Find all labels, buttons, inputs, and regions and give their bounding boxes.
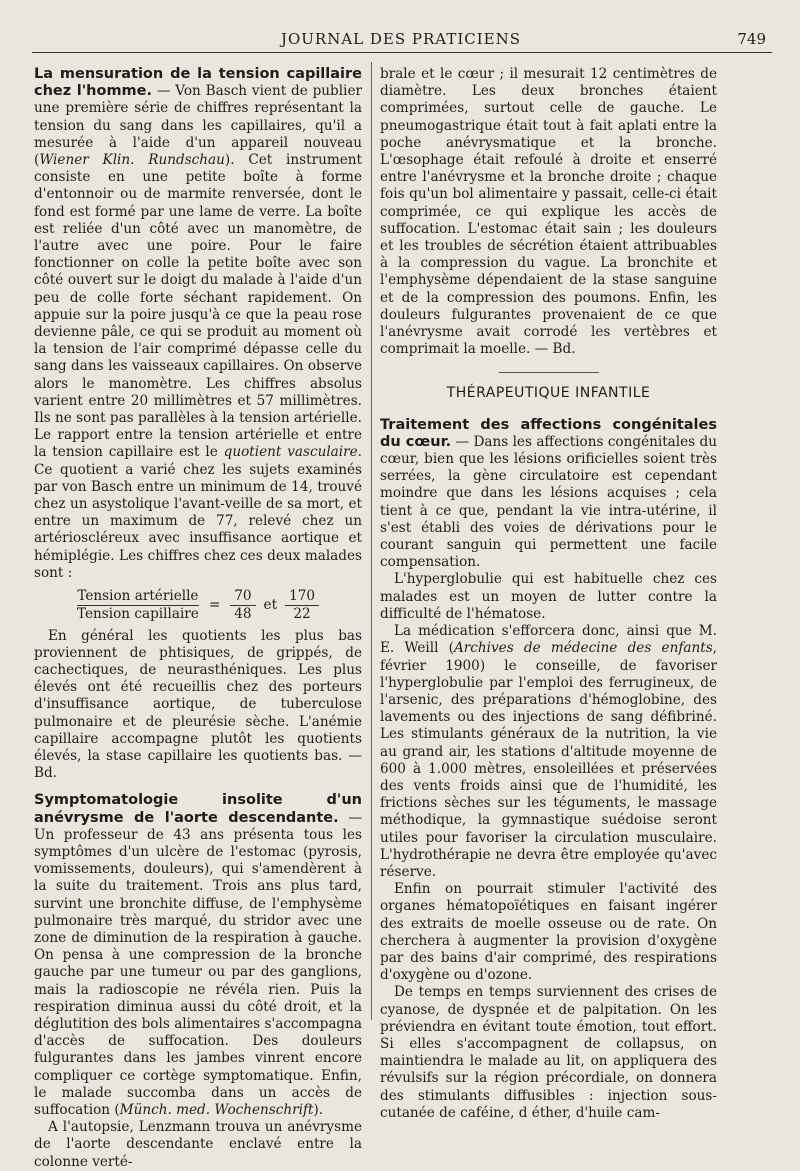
source-citation: Münch. med. Wochenschrift bbox=[119, 1101, 314, 1118]
term-quotient: quotient vasculaire bbox=[223, 444, 358, 461]
article-congenital-p3: La médication s'efforcera donc, ainsi que M. E. Weill (Archives de médecine des enfants, février 1900) le conseille, de favoriser l'hyperglobulie par l'emploi des ferrugineux, de l'arsenic, des préparations d'hémoglobine, des lavements ou des injections de sang défibriné. Les stimulants généraux de la nutrition, la vie au grand air, les stations d'altitude moyenne de 600 à 1.000 mètres, ensoleillées et préservées des vents froids ainsi que de l'humidité, les frictions sèches sur les téguments, le massage méthodique, la gymnastique suédoise seront utiles pour favoriser la circulation musculaire. L'hydrothérapie ne devra être employée qu'avec réserve. bbox=[380, 623, 717, 880]
article-heading-anevrysme: Symptomatologie insolite d'un anévrysme de l'aorte descendante. bbox=[34, 792, 362, 826]
article-congenital-p4: Enfin on pourrait stimuler l'activité des organes hématopoïétiques en faisant ingérer des extraits de moelle osseuse ou de rate. On cherchera à augmenter la provision d'oxygène par des bains d'air comprimé, des respirations d'oxygène ou d'ozone. bbox=[380, 881, 717, 984]
ratio-f1-top: 70 bbox=[230, 588, 255, 606]
page-number: 749 bbox=[737, 30, 766, 48]
journal-title: JOURNAL DES PRATICIENS bbox=[280, 30, 522, 48]
left-column bbox=[34, 66, 362, 1171]
article-congenital-p5: De temps en temps surviennent des crises de cyanose, de dyspnée et de palpitation. On les préviendra en évitant toute émotion, tout effort. Si elles s'accompagnent de collapsus, on maintiendra le malade au lit, on appliquera des révulsifs sur la région précordiale, on donnera des stimulants diffusibles : injection sous-cutanée de caféine, d éther, d'huile cam- bbox=[380, 984, 717, 1121]
ratio-f2-top: 170 bbox=[285, 588, 319, 606]
article-anevrysme-continuation: brale et le cœur ; il mesurait 12 centimètres de diamètre. Les deux bronches étaient comprimées, surtout celle de gauche. Le pneumogastrique était tout à fait aplati entre la poche anévrysmatique et la bronche. L'œsophage était refoulé à droite et enserré entre l'anévrysme et la bronche droite ; chaque fois qu'un bol alimentaire y passait, celle-ci était comprimée, ce qui explique les accès de suffocation. L'estomac était sain ; les douleurs et les troubles de sécrétion étaient attribuables à la compression du vague. La bronchite et l'emphysème dépendaient de la stase sanguine et de la compression des poumons. Enfin, les douleurs fulgurantes provenaient de ce que l'anévrysme avait corrodé les vertèbres et comprimait la moelle. — Bd. bbox=[380, 66, 717, 358]
article-anevrysme-p1: Symptomatologie insolite d'un anévrysme de l'aorte descendante. — Un professeur de 43 ans présenta tous les symptômes d'un ulcère de l'estomac (pyrosis, vomissements, douleurs), qui s'amendèrent à la suite du traitement. Trois ans plus tard, survint une bronchite diffuse, de l'emphysème pulmonaire très marqué, du stridor avec une zone de diminution de la respiration à gauche. On pensa à une compression de la bronche gauche par une tumeur ou par des ganglions, mais la radioscopie ne révéla rien. Puis la respiration diminua aussi du côté droit, et la déglutition des bols alimentaires s'accompagna d'accès de suffocation. Des douleurs fulgurantes dans les jambes vinrent encore compliquer ce cortège symptomatique. Enfin, le malade succomba dans un accès de suffocation (Münch. med. Wochenschrift). bbox=[34, 792, 363, 1118]
article-mensuration-p2: En général les quotients les plus bas proviennent de phtisiques, de grippés, de cachectiques, de neurasthéniques. Les plus élevés ont été recueillis chez des porteurs d'insuffisance aortique, de tuberculose pulmonaire et de pleurésie sèche. L'anémie capillaire accompagne plutôt les quotients élevés, la stase capillaire les quotients bas. — Bd. bbox=[34, 627, 362, 782]
ratio-equals: = bbox=[208, 597, 221, 614]
ratio-et: et bbox=[263, 597, 278, 614]
column-separator bbox=[371, 62, 372, 1020]
section-title: THÉRAPEUTIQUE INFANTILE bbox=[446, 385, 651, 402]
article-heading-mensuration: La mensuration de la tension capillaire chez l'homme. bbox=[34, 66, 362, 100]
ratio-top-label: Tension artérielle bbox=[77, 588, 199, 606]
article-heading-congenital: Traitement des affections congénitales du cœur. bbox=[380, 416, 717, 450]
section-divider bbox=[499, 372, 599, 373]
running-header bbox=[32, 28, 770, 54]
right-column bbox=[380, 66, 717, 1122]
source-citation: Archives de médecine des enfants bbox=[453, 640, 713, 657]
ratio-f2-bottom: 22 bbox=[293, 606, 311, 623]
source-citation: Wiener Klin. Rundschau bbox=[39, 152, 225, 169]
ratio-f1-bottom: 48 bbox=[234, 606, 252, 623]
article-congenital-p2: L'hyperglobulie qui est habituelle chez ces malades est un moyen de lutter contre la difficulté de l'hématose. bbox=[380, 571, 717, 622]
header-rule bbox=[32, 52, 772, 53]
ratio-bottom-label: Tension capillaire bbox=[76, 606, 199, 623]
article-anevrysme-p2: A l'autopsie, Lenzmann trouva un anévrysme de l'aorte descendante enclavé entre la colonne verté- bbox=[34, 1119, 362, 1170]
article-mensuration-p1: La mensuration de la tension capillaire chez l'homme. — Von Basch vient de publier une première série de chiffres représentant la tension du sang dans les capillaires, qu'il a mesurée à l'aide d'un appareil nouveau (Wiener Klin. Rundschau). Cet instrument consiste en une petite boîte à forme d'entonnoir ou de marmite renversée, dont le fond est formé par une lame de verre. La boîte est reliée d'un côté avec un manomètre, de l'autre avec une poire. Pour le faire fonctionner on colle la petite boîte avec son côté ouvert sur le doigt du malade à l'aide d'un peu de colle forte séchant rapidement. On appuie sur la poire jusqu'à ce que la peau rose devienne pâle, ce qui se produit au moment où la tension de l'air comprimé dépasse celle du sang dans les vaisseaux capillaires. On observe alors le manomètre. Les chiffres absolus varient entre 20 millimètres et 57 millimètres. Ils ne sont pas parallèles à la tension artérielle. Le rapport entre la tension artérielle et entre la tension capillaire est le quotient vasculaire. Ce quotient a varié chez les sujets examinés par von Basch entre un minimum de 14, trouvé chez un asystolique l'avant-veille de sa mort, et entre un maximum de 77, relevé chez un artérioscléreux avec insuffisance aortique et hémiplégie. Les chiffres chez ces deux malades sont : bbox=[34, 66, 362, 581]
article-congenital-p1: Traitement des affections congénitales du cœur. — Dans les affections congénitales du cœur, bien que les lésions orificielles soient très serrées, la gène circulatoire est cependant moindre que dans les lésions acquises ; cela tient à ce que, pendant la vie intra-utérine, il s'est établi des voies de dérivations pour le courant sanguin qui permettent une facile compensation. bbox=[380, 416, 717, 571]
ratio-formula bbox=[34, 588, 362, 623]
